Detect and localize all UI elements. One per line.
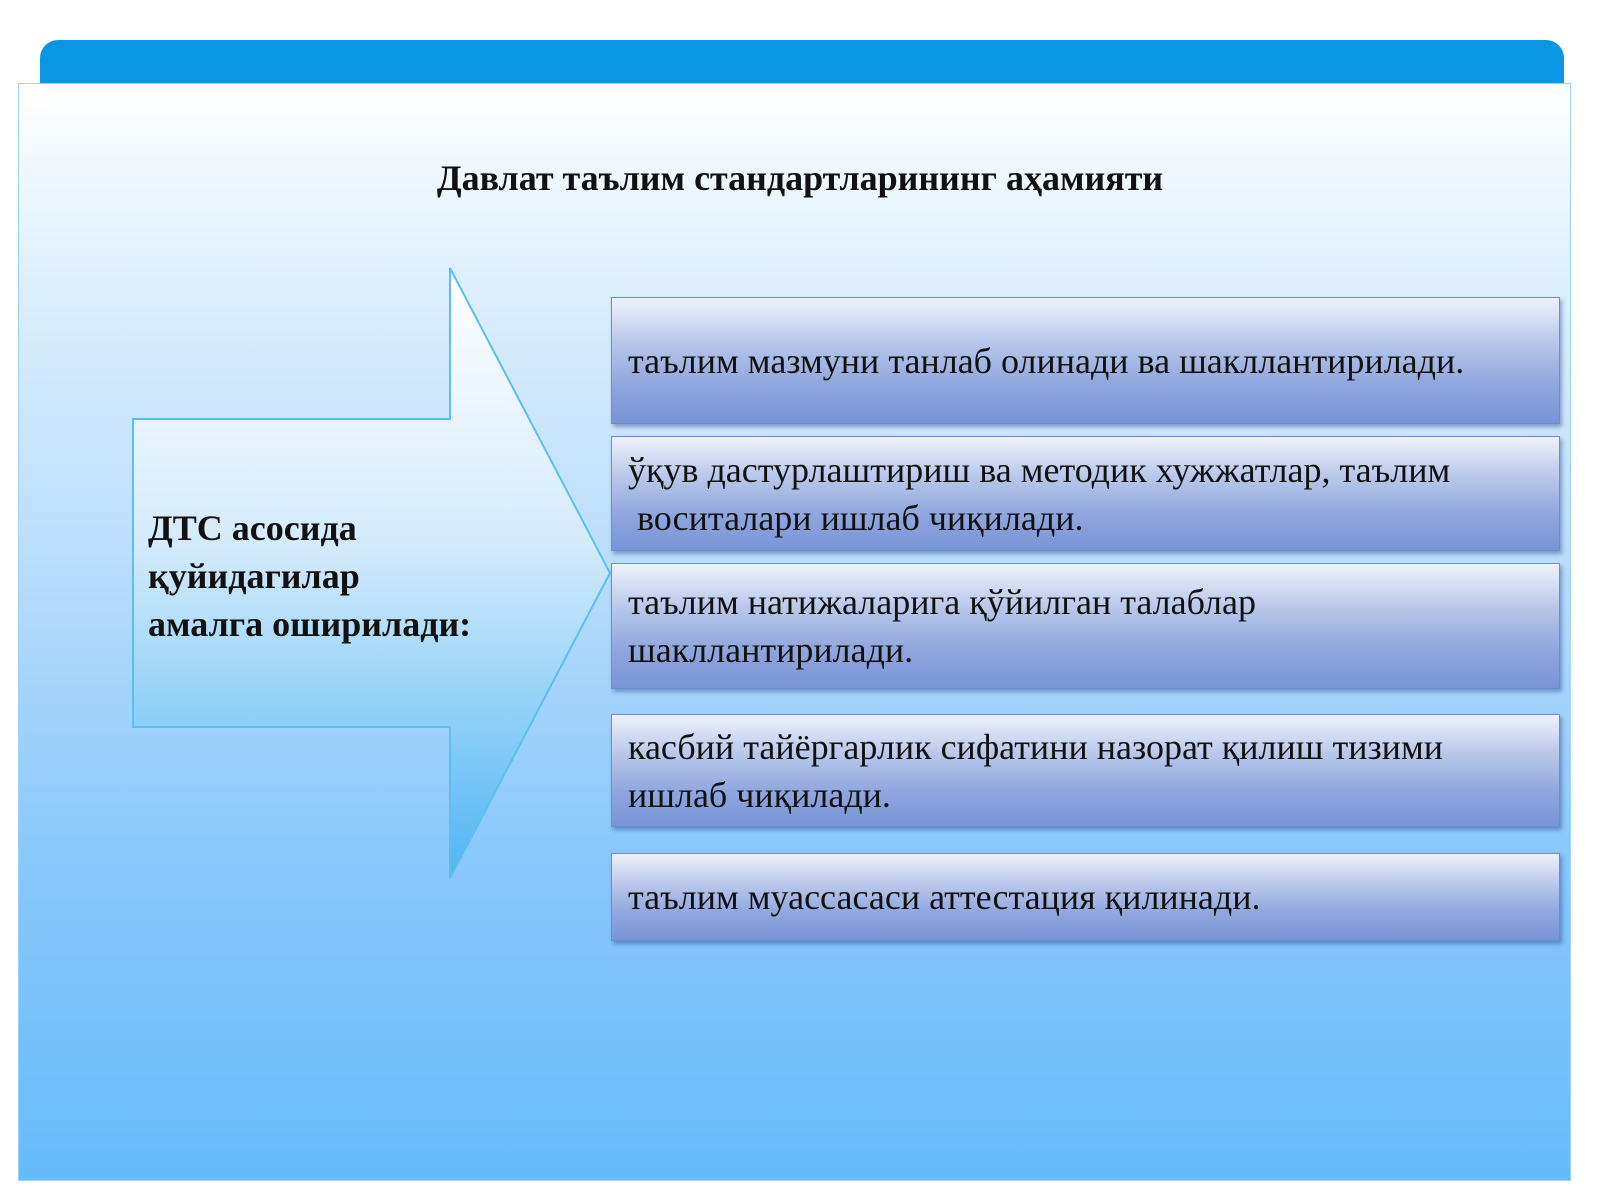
arrow-label-line: ДТС асосида bbox=[148, 508, 357, 548]
list-item-text: таълим мазмуни танлаб олинади ва шакллантирилади. bbox=[628, 340, 1465, 381]
arrow-label-line: амалга оширилади: bbox=[148, 604, 472, 644]
arrow-label bbox=[148, 504, 528, 648]
slide-title: Давлат таълим стандартларининг аҳамияти bbox=[436, 158, 1164, 198]
list-item-text: воситалари ишлаб чиқилади. bbox=[637, 497, 1084, 538]
list-item-curriculum-development bbox=[611, 436, 1560, 551]
list-item-text: шакллантирилади. bbox=[628, 630, 914, 670]
arrow-label-line: қуйидагилар bbox=[148, 556, 360, 596]
list-item-text: касбий тайёргарлик сифатини назорат қилиш тизими bbox=[628, 726, 1443, 767]
list-item-text: таълим муассасаси аттестация қилинади. bbox=[628, 877, 1261, 917]
list-item-text: таълим натижаларига қўйилган талаблар bbox=[628, 582, 1256, 622]
list-item-quality-control bbox=[611, 714, 1560, 827]
list-item-text: ишлаб чиқилади. bbox=[628, 774, 891, 815]
list-item-outcome-requirements bbox=[611, 563, 1560, 689]
list-item-institution-attestation bbox=[611, 853, 1560, 941]
list-item-text: ўқув дастурлаштириш ва методик хужжатлар, таълим bbox=[628, 449, 1451, 490]
list-item-content-selection bbox=[611, 297, 1560, 424]
